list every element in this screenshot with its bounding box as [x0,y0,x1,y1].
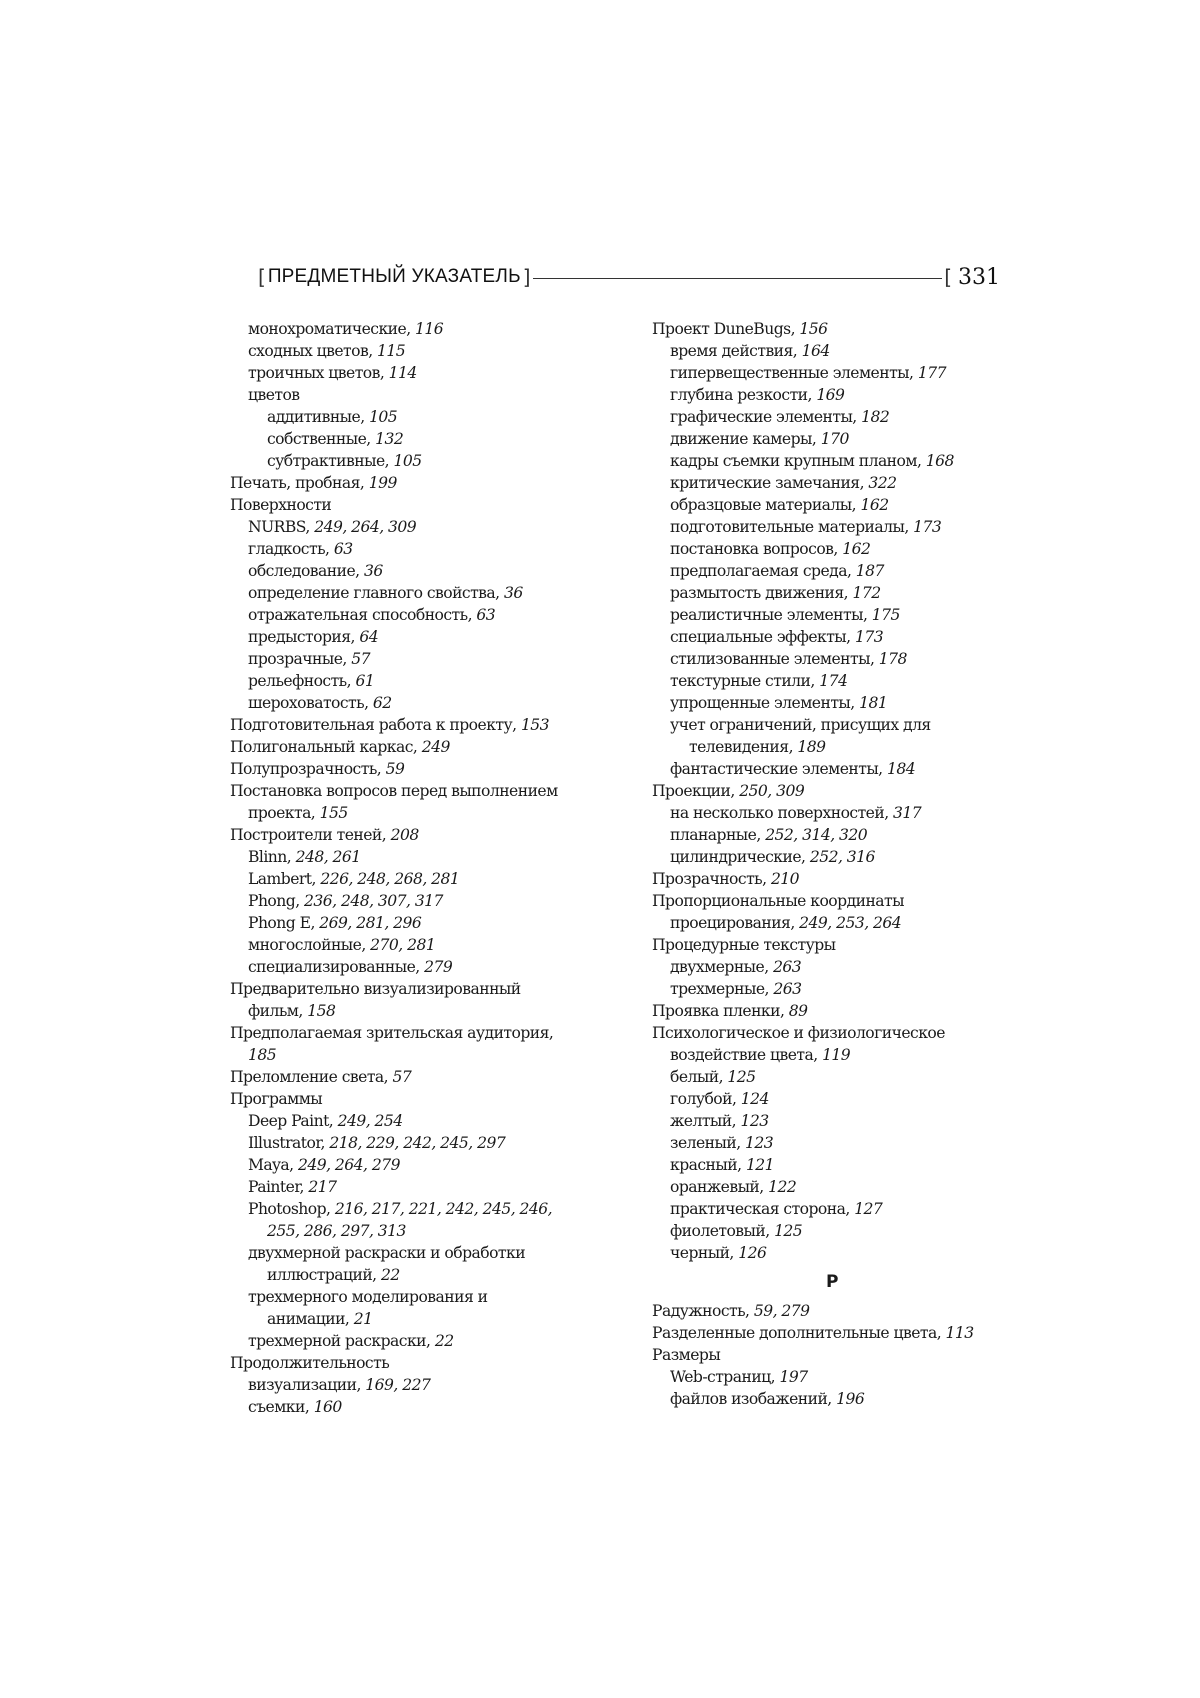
page-refs: 57 [351,650,370,668]
page-refs: 248, 261 [295,848,361,866]
page-refs: 62 [372,694,392,712]
index-term: цилиндрические, [670,848,806,866]
page-refs: 169 [816,386,845,404]
index-entry [230,956,650,978]
index-entry [652,978,1012,1000]
page-refs: 196 [836,1390,865,1408]
page-refs: 172 [852,584,881,602]
page-refs: 226, 248, 268, 281 [320,870,460,888]
page-number-bracket: [ [944,265,952,289]
page-refs: 132 [375,430,404,448]
index-entry [652,1366,1012,1388]
index-entry [652,912,1012,934]
index-term: учет ограничений, присущих для [670,716,931,734]
index-entry [652,1000,1012,1022]
index-entry [230,670,650,692]
index-term: троичных цветов, [248,364,385,382]
page-refs: 217 [308,1178,337,1196]
index-entry [230,362,650,384]
index-entry [230,494,650,516]
index-entry [230,692,650,714]
index-entry [652,1344,1012,1366]
page-refs: 123 [740,1112,769,1130]
index-entry [652,1110,1012,1132]
index-entry [652,560,1012,582]
index-entry [230,1374,650,1396]
index-entry [652,1066,1012,1088]
index-term: Разделенные дополнительные цвета, [652,1324,942,1342]
page-refs: 57 [392,1068,412,1086]
page-refs: 249 [421,738,450,756]
index-entry [652,494,1012,516]
page-refs: 197 [779,1368,808,1386]
page-refs: 156 [799,320,828,338]
index-entry [230,450,650,472]
index-term: Размеры [652,1346,721,1364]
page-refs: 125 [774,1222,803,1240]
index-entry [652,802,1012,824]
page-refs: 162 [860,496,889,514]
index-entry [230,802,650,824]
index-entry [652,428,1012,450]
page-refs: 322 [868,474,897,492]
index-entry [230,1286,650,1308]
index-term: съемки, [248,1398,310,1416]
index-term: Процедурные текстуры [652,936,836,954]
index-entry [652,1388,1012,1410]
index-term: Преломление света, [230,1068,389,1086]
index-term: трехмерные, [670,980,769,998]
index-term: упрощенные элементы, [670,694,855,712]
running-header [258,262,1000,292]
index-term: Полигональный каркас, [230,738,418,756]
index-entry [652,1044,1012,1066]
index-term: аддитивные, [267,408,365,426]
index-term: Поверхности [230,496,332,514]
index-term: предполагаемая среда, [670,562,852,580]
index-term: Phong, [248,892,300,910]
index-term: подготовительные материалы, [670,518,909,536]
index-column-right [652,318,1012,1410]
index-term: движение камеры, [670,430,817,448]
index-entry [652,1132,1012,1154]
page-refs: 317 [893,804,922,822]
index-entry [230,340,650,362]
index-entry [652,582,1012,604]
index-entry [230,1066,650,1088]
page-refs: 182 [861,408,890,426]
page-refs: 21 [353,1310,373,1328]
index-term: Photoshop, [248,1200,331,1218]
index-entry [230,406,650,428]
index-entry [230,1132,650,1154]
index-term: голубой, [670,1090,737,1108]
header-bracket-close: ] [522,265,531,289]
index-entry [652,714,1012,736]
header-bracket-open: [ [258,265,266,289]
index-entry [652,362,1012,384]
index-term: критические замечания, [670,474,864,492]
page-refs: 189 [797,738,826,756]
index-entry [230,714,650,736]
page-refs: 63 [333,540,353,558]
index-entry [230,736,650,758]
page-refs: 216, 217, 221, 242, 245, 246, [334,1200,553,1218]
index-term: Painter, [248,1178,304,1196]
index-term: специализированные, [248,958,420,976]
index-term: цветов [248,386,300,404]
index-entry [652,692,1012,714]
index-term: двухмерные, [670,958,769,976]
page-refs: 236, 248, 307, 317 [304,892,443,910]
page-refs: 250, 309 [739,782,805,800]
index-entry [652,1300,1012,1322]
index-entry [652,846,1012,868]
page-refs: 124 [740,1090,769,1108]
page-refs: 119 [822,1046,851,1064]
index-term: предыстория, [248,628,355,646]
page-refs: 122 [768,1178,797,1196]
index-entry [652,934,1012,956]
index-entry [230,912,650,934]
index-entry [652,384,1012,406]
page-refs: 184 [887,760,916,778]
page-refs: 114 [388,364,417,382]
page-refs: 210 [770,870,800,888]
index-entry [230,582,650,604]
index-term: размытость движения, [670,584,849,602]
index-term: трехмерного моделирования и [248,1288,488,1306]
index-entry [230,1176,650,1198]
index-entry [652,472,1012,494]
index-term: Прозрачность, [652,870,767,888]
index-entry [652,670,1012,692]
page-refs: 252, 314, 320 [765,826,868,844]
index-term: Illustrator, [248,1134,325,1152]
index-entry [230,1330,650,1352]
index-entry [230,934,650,956]
page-refs: 64 [359,628,379,646]
index-term: обследование, [248,562,360,580]
index-term: визуализации, [248,1376,361,1394]
index-entry [230,1242,650,1264]
page-refs: 123 [745,1134,774,1152]
index-entry [230,780,650,802]
index-entry [652,780,1012,802]
page-refs: 173 [913,518,942,536]
index-entry [652,648,1012,670]
index-term: шероховатость, [248,694,369,712]
index-term: двухмерной раскраски и обработки [248,1244,526,1262]
index-term: глубина резкости, [670,386,812,404]
index-entry [652,890,1012,912]
index-term: определение главного свойства, [248,584,500,602]
index-entry [230,1110,650,1132]
page-refs: 249, 264, 309 [314,518,417,536]
index-term: Blinn, [248,848,292,866]
index-entry [230,1000,650,1022]
index-term: Психологическое и физиологическое [652,1024,945,1042]
index-entry [230,648,650,670]
index-entry [230,516,650,538]
page-refs: 187 [855,562,884,580]
page-refs: 61 [355,672,375,690]
index-term: Lambert, [248,870,316,888]
index-entry [230,626,650,648]
page-refs: 164 [801,342,830,360]
index-term: гладкость, [248,540,330,558]
index-term: фантастические элементы, [670,760,883,778]
page-refs: 185 [248,1046,277,1064]
page-refs: 153 [520,716,550,734]
index-term: сходных цветов, [248,342,373,360]
index-term: Phong E, [248,914,315,932]
index-term: фиолетовый, [670,1222,770,1240]
index-entry [652,956,1012,978]
index-entry [230,1264,650,1286]
index-entry [230,978,650,1000]
page-refs: 115 [377,342,406,360]
index-term: проецирования, [670,914,795,932]
index-entry [230,1022,650,1044]
index-term: Радужность, [652,1302,750,1320]
index-entry [230,1220,650,1242]
page-refs: 22 [434,1332,454,1350]
index-term: Предварительно визуализированный [230,980,521,998]
index-term: текстурные стили, [670,672,815,690]
page-refs: 36 [504,584,523,602]
index-term: черный, [670,1244,734,1262]
index-term: Deep Paint, [248,1112,334,1130]
index-entry [230,1308,650,1330]
index-term: на несколько поверхностей, [670,804,889,822]
index-entry [230,472,650,494]
page-refs: 105 [369,408,398,426]
index-term: файлов изобажений, [670,1390,832,1408]
page-refs: 249, 253, 264 [799,914,902,932]
header-rule [533,278,943,279]
index-term: монохроматические, [248,320,411,338]
page-refs: 175 [871,606,900,624]
index-term: образцовые материалы, [670,496,857,514]
index-entry [652,406,1012,428]
index-term: гипервещественные элементы, [670,364,914,382]
index-term: желтый, [670,1112,737,1130]
page-refs: 263 [773,958,802,976]
index-entry [652,1154,1012,1176]
index-term: воздействие цвета, [670,1046,818,1064]
index-entry [652,538,1012,560]
index-term: проекта, [248,804,316,822]
index-entry [230,318,650,340]
page-refs: 174 [819,672,848,690]
page-refs: 263 [773,980,802,998]
index-term: зеленый, [670,1134,741,1152]
page-refs: 208 [390,826,419,844]
index-term: Предполагаемая зрительская аудитория, [230,1024,554,1042]
index-entry [652,868,1012,890]
page-refs: 127 [854,1200,883,1218]
index-term: Полупрозрачность, [230,760,382,778]
page-refs: 178 [878,650,907,668]
index-entry [230,1352,650,1374]
index-term: планарные, [670,826,761,844]
index-entry [230,560,650,582]
index-term: анимации, [267,1310,350,1328]
page-refs: 169, 227 [365,1376,431,1394]
index-entry [230,846,650,868]
index-term: графические элементы, [670,408,857,426]
page-refs: 218, 229, 242, 245, 297 [329,1134,506,1152]
index-entry [230,1198,650,1220]
page-refs: 255, 286, 297, 313 [267,1222,406,1240]
index-term: специальные эффекты, [670,628,851,646]
index-column-left [230,318,650,1418]
index-term: NURBS, [248,518,310,536]
index-term: рельефность, [248,672,352,690]
page-refs: 252, 316 [809,848,875,866]
page-refs: 121 [745,1156,775,1174]
page-refs: 59 [385,760,405,778]
index-term: оранжевый, [670,1178,764,1196]
index-entry [652,1242,1012,1264]
index-term: телевидения, [689,738,793,756]
index-term: отражательная способность, [248,606,472,624]
index-entry [230,868,650,890]
index-entry [652,1198,1012,1220]
index-entry [230,1044,650,1066]
page-refs: 59, 279 [753,1302,810,1320]
index-term: Пропорциональные координаты [652,892,904,910]
index-term: Построители теней, [230,826,387,844]
index-term: стилизованные элементы, [670,650,875,668]
page-refs: 125 [727,1068,756,1086]
index-entry [230,428,650,450]
index-term: время действия, [670,342,798,360]
index-entry [652,1088,1012,1110]
page-refs: 162 [842,540,871,558]
page-refs: 181 [859,694,888,712]
index-term: трехмерной раскраски, [248,1332,431,1350]
index-entry [652,1220,1012,1242]
index-entry [652,1022,1012,1044]
page-refs: 158 [307,1002,336,1020]
page-refs: 249, 264, 279 [298,1156,400,1174]
page-refs: 279 [424,958,453,976]
index-term: фильм, [248,1002,303,1020]
index-entry [652,824,1012,846]
index-entry [230,604,650,626]
index-term: Печать, пробная, [230,474,365,492]
index-term: Проекции, [652,782,735,800]
page-refs: 270, 281 [370,936,436,954]
page-refs: 22 [381,1266,400,1284]
page-refs: 168 [925,452,954,470]
page-refs: 155 [319,804,348,822]
index-term: реалистичные элементы, [670,606,868,624]
index-term: прозрачные, [248,650,347,668]
index-entry [652,736,1012,758]
index-entry [230,384,650,406]
index-entry [652,758,1012,780]
index-term: многослойные, [248,936,366,954]
page-refs: 160 [313,1398,342,1416]
index-term: постановка вопросов, [670,540,838,558]
header-title: ПРЕДМЕТНЫЙ УКАЗАТЕЛЬ [267,266,521,287]
page-refs: 269, 281, 296 [319,914,422,932]
page-refs: 113 [945,1324,974,1342]
page-refs: 173 [855,628,884,646]
index-term: собственные, [267,430,371,448]
index-term: белый, [670,1068,723,1086]
index-term: иллюстраций, [267,1266,377,1284]
index-term: Постановка вопросов перед выполнением [230,782,558,800]
index-entry [652,340,1012,362]
index-term: Maya, [248,1156,294,1174]
index-entry [652,626,1012,648]
index-term: Продолжительность [230,1354,390,1372]
section-letter: Р [826,1272,838,1292]
page-refs: 199 [368,474,397,492]
page-refs: 177 [917,364,946,382]
page-refs: 36 [363,562,383,580]
page-refs: 249, 254 [337,1112,403,1130]
index-entry [230,758,650,780]
index-entry [652,1322,1012,1344]
page-refs: 116 [415,320,444,338]
page-refs: 89 [788,1002,808,1020]
index-entry [652,1176,1012,1198]
index-entry [230,1396,650,1418]
index-term: Программы [230,1090,323,1108]
index-entry [230,890,650,912]
index-entry [230,538,650,560]
index-entry [230,1088,650,1110]
index-entry [652,516,1012,538]
index-entry [652,604,1012,626]
page-number: 331 [958,264,1000,290]
index-term: Web-страниц, [670,1368,776,1386]
page-refs: 105 [393,452,422,470]
index-entry [652,318,1012,340]
index-entry [230,824,650,846]
index-term: практическая сторона, [670,1200,850,1218]
index-entry [230,1154,650,1176]
index-entry [652,450,1012,472]
index-term: кадры съемки крупным планом, [670,452,922,470]
index-term: красный, [670,1156,742,1174]
index-term: Проект DuneBugs, [652,320,795,338]
page-refs: 126 [738,1244,767,1262]
page-refs: 170 [820,430,849,448]
index-term: субтрактивные, [267,452,390,470]
index-term: Подготовительная работа к проекту, [230,716,517,734]
index-term: Проявка пленки, [652,1002,785,1020]
page-refs: 63 [476,606,496,624]
